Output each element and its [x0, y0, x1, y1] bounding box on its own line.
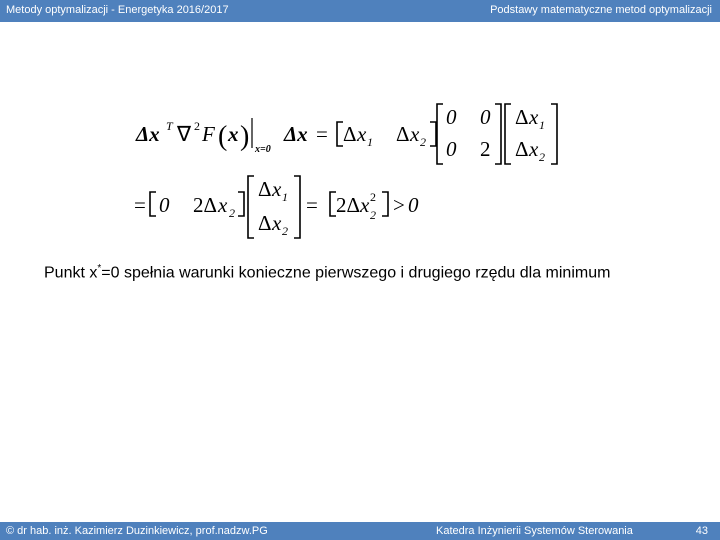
svg-text:2: 2: [229, 206, 235, 220]
conclusion-text-part: =0 spełnia warunki konieczne pierwszego i drugiego rzędu dla minimum: [101, 264, 611, 282]
footer-bar: [0, 522, 720, 540]
svg-text:2: 2: [194, 119, 200, 133]
course-title: Metody optymalizacji - Energetyka 2016/2017: [6, 4, 229, 16]
svg-text:x: x: [228, 122, 239, 146]
svg-text:Δx: Δx: [136, 122, 160, 146]
svg-text:Δ: Δ: [515, 105, 529, 129]
svg-text:0: 0: [446, 137, 457, 161]
svg-text:Δ: Δ: [343, 122, 357, 146]
svg-text:1: 1: [282, 190, 288, 204]
svg-text:1: 1: [367, 135, 373, 149]
footer-author: © dr hab. inż. Kazimierz Duzinkiewicz, prof.nadzw.PG: [6, 525, 268, 537]
svg-text:0: 0: [408, 193, 419, 217]
svg-text:Δ: Δ: [258, 211, 272, 235]
svg-text:2: 2: [539, 150, 545, 164]
svg-text:x: x: [218, 193, 228, 217]
svg-text:x: x: [410, 122, 420, 146]
svg-text:=: =: [134, 193, 146, 217]
svg-text:0: 0: [159, 193, 170, 217]
svg-text:x: x: [357, 122, 367, 146]
svg-text:0: 0: [480, 105, 491, 129]
svg-text:Δ: Δ: [515, 137, 529, 161]
svg-text:x=0: x=0: [255, 144, 271, 155]
svg-text:Δx: Δx: [284, 122, 308, 146]
section-title: Podstawy matematyczne metod optymalizacji: [490, 4, 712, 16]
svg-text:=: =: [316, 122, 328, 146]
svg-text:T: T: [166, 119, 173, 133]
svg-text:2: 2: [420, 135, 426, 149]
conclusion-text-part: Punkt x: [44, 264, 98, 282]
svg-text:∇: ∇: [177, 122, 192, 146]
svg-text:x: x: [529, 105, 539, 129]
svg-text:2: 2: [370, 190, 376, 204]
svg-text:x: x: [529, 137, 539, 161]
svg-text:x: x: [360, 193, 370, 217]
conclusion-text: [44, 258, 684, 284]
svg-text:>: >: [393, 193, 405, 217]
svg-text:F: F: [202, 122, 215, 146]
page-number: 43: [695, 525, 708, 537]
formula-line-1: [135, 104, 557, 164]
svg-text:0: 0: [446, 105, 457, 129]
svg-text:2: 2: [370, 208, 376, 222]
footer-department: Katedra Inżynierii Systemów Sterowania: [436, 525, 633, 537]
svg-text:2Δ: 2Δ: [193, 193, 218, 217]
formula-line-2: [134, 176, 419, 238]
svg-text:x: x: [272, 177, 282, 201]
svg-text:2: 2: [480, 137, 491, 161]
formula: [0, 0, 720, 250]
svg-text:Δ: Δ: [258, 177, 272, 201]
svg-text:2Δ: 2Δ: [336, 193, 361, 217]
svg-text:): ): [240, 121, 250, 152]
svg-text:2: 2: [282, 224, 288, 238]
optimum-superscript: *: [97, 263, 102, 274]
svg-text:=: =: [306, 193, 318, 217]
svg-text:(: (: [218, 121, 228, 152]
svg-text:x: x: [272, 211, 282, 235]
svg-text:Δ: Δ: [396, 122, 410, 146]
svg-text:1: 1: [539, 118, 545, 132]
